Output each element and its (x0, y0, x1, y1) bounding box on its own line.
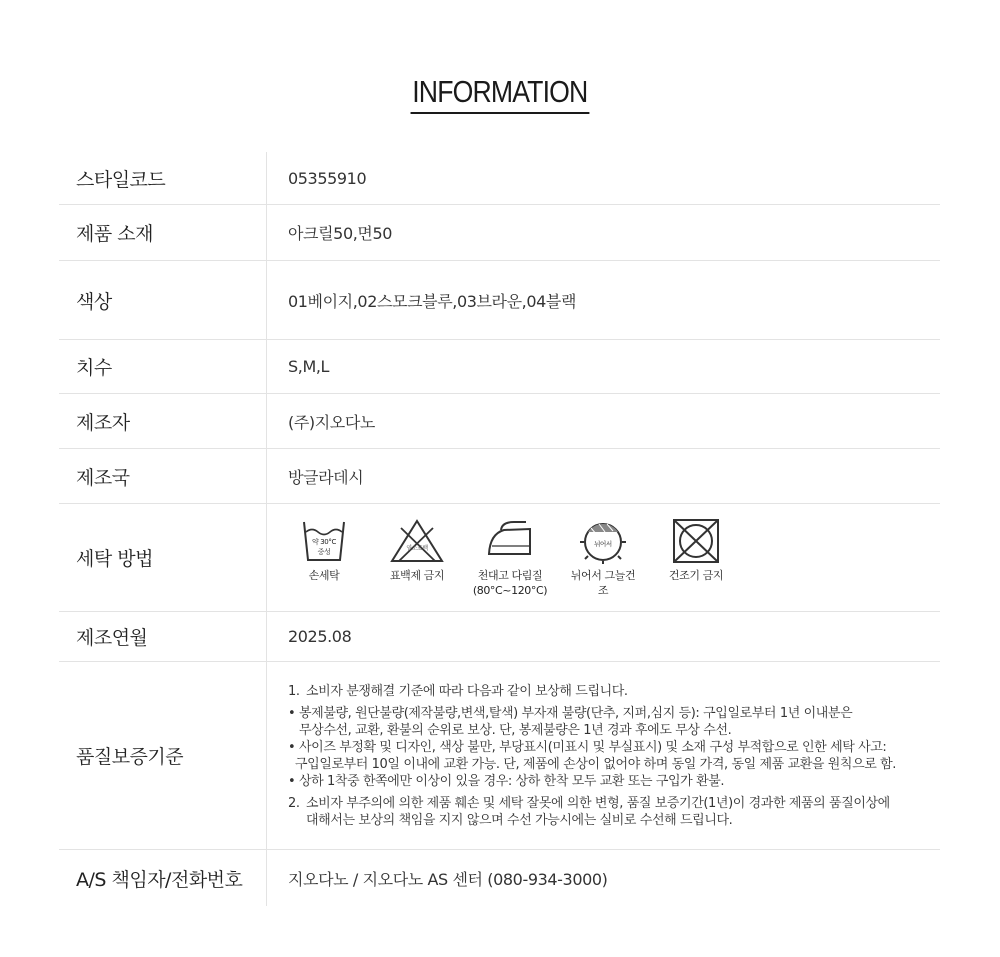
row-size (59, 340, 940, 394)
iron-caption-line2: (80°C~120°C) (472, 583, 548, 597)
item-number: 1. (288, 683, 300, 699)
wring-dry-label: 뉘어서 (594, 539, 612, 548)
row-material (59, 205, 940, 261)
item-text: 무상수선, 교환, 환불의 순위로 보상. 단, 봉제불량은 1년 경과 후에도 무상 수선. (299, 722, 732, 738)
row-maker (59, 394, 940, 449)
hand-wash-neutral: 중성 (317, 547, 331, 556)
wash-caption: 손세탁 (308, 568, 340, 582)
item-bullet: • (288, 739, 296, 755)
row-label: A/S 책임자/전화번호 (59, 850, 267, 906)
wash-caption: 표백제 금지 (389, 568, 445, 582)
item-text: 사이즈 부정확 및 디자인, 색상 불만, 부당표시(미표시 및 부실표시) 및 소재 구성 부적합으로 인한 세탁 사고: (299, 739, 887, 755)
row-label: 제조연월 (59, 612, 267, 661)
wash-item (288, 518, 360, 583)
row-label: 제조자 (59, 394, 267, 448)
item-bullet: • (288, 705, 296, 721)
quality-item (288, 739, 896, 773)
wash-item (381, 518, 453, 583)
hand-wash-icon (294, 518, 354, 564)
row-quality (59, 662, 940, 850)
item-text: 소비자 분쟁해결 기준에 따라 다음과 같이 보상해 드립니다. (306, 683, 628, 699)
row-value: 01베이지,02스모크블루,03브라운,04블랙 (288, 291, 577, 311)
quality-item (288, 795, 896, 829)
row-value: 05355910 (288, 168, 367, 188)
wash-item (474, 518, 546, 598)
quality-text (288, 683, 896, 829)
row-value: 방글라데시 (288, 467, 364, 487)
quality-item (288, 773, 896, 790)
item-number: 2. (288, 795, 300, 811)
row-value: S,M,L (288, 357, 330, 376)
item-text: 상하 1착중 한쪽에만 이상이 있을 경우: 상하 한착 모두 교환 또는 구입가 환불. (299, 773, 725, 789)
row-label: 제품 소재 (59, 205, 267, 260)
row-value: (주)지오다노 (288, 412, 375, 432)
wash-caption: 뉘어서 그늘건조 (570, 568, 636, 597)
row-value: 아크릴50,면50 (288, 224, 393, 243)
row-label: 색상 (59, 261, 267, 339)
no-tumble-dry-icon (666, 518, 726, 564)
row-label: 세탁 방법 (59, 504, 267, 611)
item-bullet: • (288, 773, 296, 789)
row-date (59, 612, 940, 662)
row-value: 2025.08 (288, 627, 352, 646)
item-text: 봉제불량, 원단불량(제작불량,변색,탈색) 부자재 불량(단추, 지퍼,심지 등): 구입일로부터 1년 이내분은 (299, 705, 853, 721)
row-label: 품질보증기준 (59, 662, 267, 849)
item-text: 소비자 부주의에 의한 제품 훼손 및 세탁 잘못에 의한 변형, 품질 보증기간(1년)이 경과한 제품의 품질이상에 (306, 795, 890, 811)
wash-icons (288, 518, 753, 598)
row-country (59, 449, 940, 504)
row-label: 스타일코드 (59, 152, 267, 204)
wash-item (567, 518, 639, 598)
quality-item (288, 683, 896, 700)
no-bleach-icon (387, 518, 447, 564)
wash-caption (473, 568, 547, 598)
iron-caption-line1: 천대고 다림질 (477, 568, 543, 582)
row-style-code (59, 152, 940, 205)
iron-icon (480, 518, 540, 564)
page-title-wrap (0, 72, 1000, 114)
row-washing (59, 504, 940, 612)
wring-dry-shade-icon (573, 518, 633, 564)
wash-caption: 건조기 금지 (668, 568, 724, 582)
row-value (267, 662, 940, 849)
row-color (59, 261, 940, 340)
row-value (267, 504, 940, 611)
row-label: 제조국 (59, 449, 267, 503)
row-value: 지오다노 / 지오다노 AS 센터 (080-934-3000) (288, 869, 608, 889)
item-text: 대해서는 보상의 책임을 지지 않으며 수선 가능시에는 실비로 수선해 드립니다. (306, 812, 733, 828)
quality-item (288, 705, 896, 739)
page-title: INFORMATION (411, 72, 590, 114)
no-bleach-label: 염소표백 (406, 544, 428, 552)
row-label: 치수 (59, 340, 267, 393)
hand-wash-temp: 약 30°C (312, 537, 336, 546)
row-as (59, 850, 940, 906)
item-text: 구입일로부터 10일 이내에 교환 가능. 단, 제품에 손상이 없어야 하며 동일 가격, 동일 제품 교환을 원칙으로 함. (295, 756, 897, 772)
info-table (59, 152, 940, 906)
wash-item (660, 518, 732, 583)
